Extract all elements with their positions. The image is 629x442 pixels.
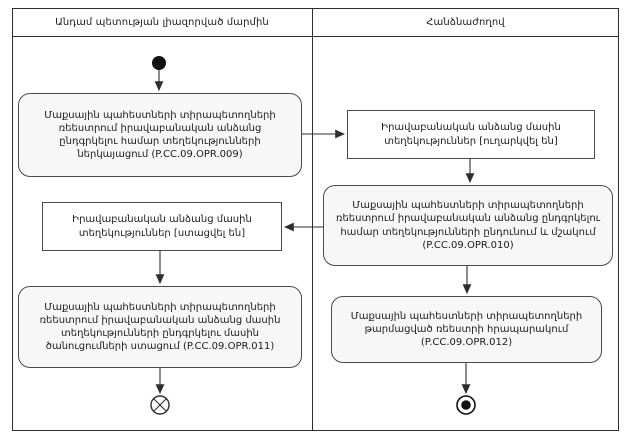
activity-opr009 xyxy=(18,93,302,177)
activity-opr010-label: Մաքսային պահեստների տիրապետողների ռեեստրում իրավաբանական անձանց ընդգրկելու համար տեղեկությունների ընդունում և մշակում (P.CC.09.OPR.010) xyxy=(335,200,601,251)
object-info-sent-label: Իրավաբանական անձանց մասին տեղեկություններ [ուղարկվել են] xyxy=(381,122,561,147)
activity-opr011 xyxy=(18,286,302,368)
lane-title-authorized-body: Անդամ պետության լիազորված մարմին xyxy=(55,17,269,28)
object-info-received xyxy=(42,202,282,251)
activity-opr011-label: Մաքսային պահեստների տիրապետողների ռեեստրում իրավաբանական անձանց մասին տեղեկությունների ընդգրկելու մասին ծանուցումների ստացում (P.CC.09.OPR.011) xyxy=(39,301,281,353)
lane-header-separator xyxy=(12,36,619,37)
object-info-sent xyxy=(347,110,595,159)
activity-opr010 xyxy=(323,185,613,266)
object-info-received-label: Իրավաբանական անձանց մասին տեղեկություններ [ստացվել են] xyxy=(72,214,252,239)
swimlane-divider xyxy=(312,8,313,431)
lane-header-commission xyxy=(313,9,618,36)
activity-opr012-label: Մաքսային պահեստների տիրապետողների թարմացված ռեեստրի հրապարակում (P.CC.09.OPR.012) xyxy=(350,310,583,349)
lane-title-commission: Հանձնաժողով xyxy=(426,17,505,28)
lane-header-authorized-body xyxy=(12,9,312,36)
activity-opr009-label: Մաքսային պահեստների տիրապետողների ռեեստրում իրավաբանական անձանց ընդգրկելու համար տեղեկությունների ներկայացում (P.CC.09.OPR.009) xyxy=(44,109,276,161)
activity-opr012 xyxy=(331,296,602,363)
